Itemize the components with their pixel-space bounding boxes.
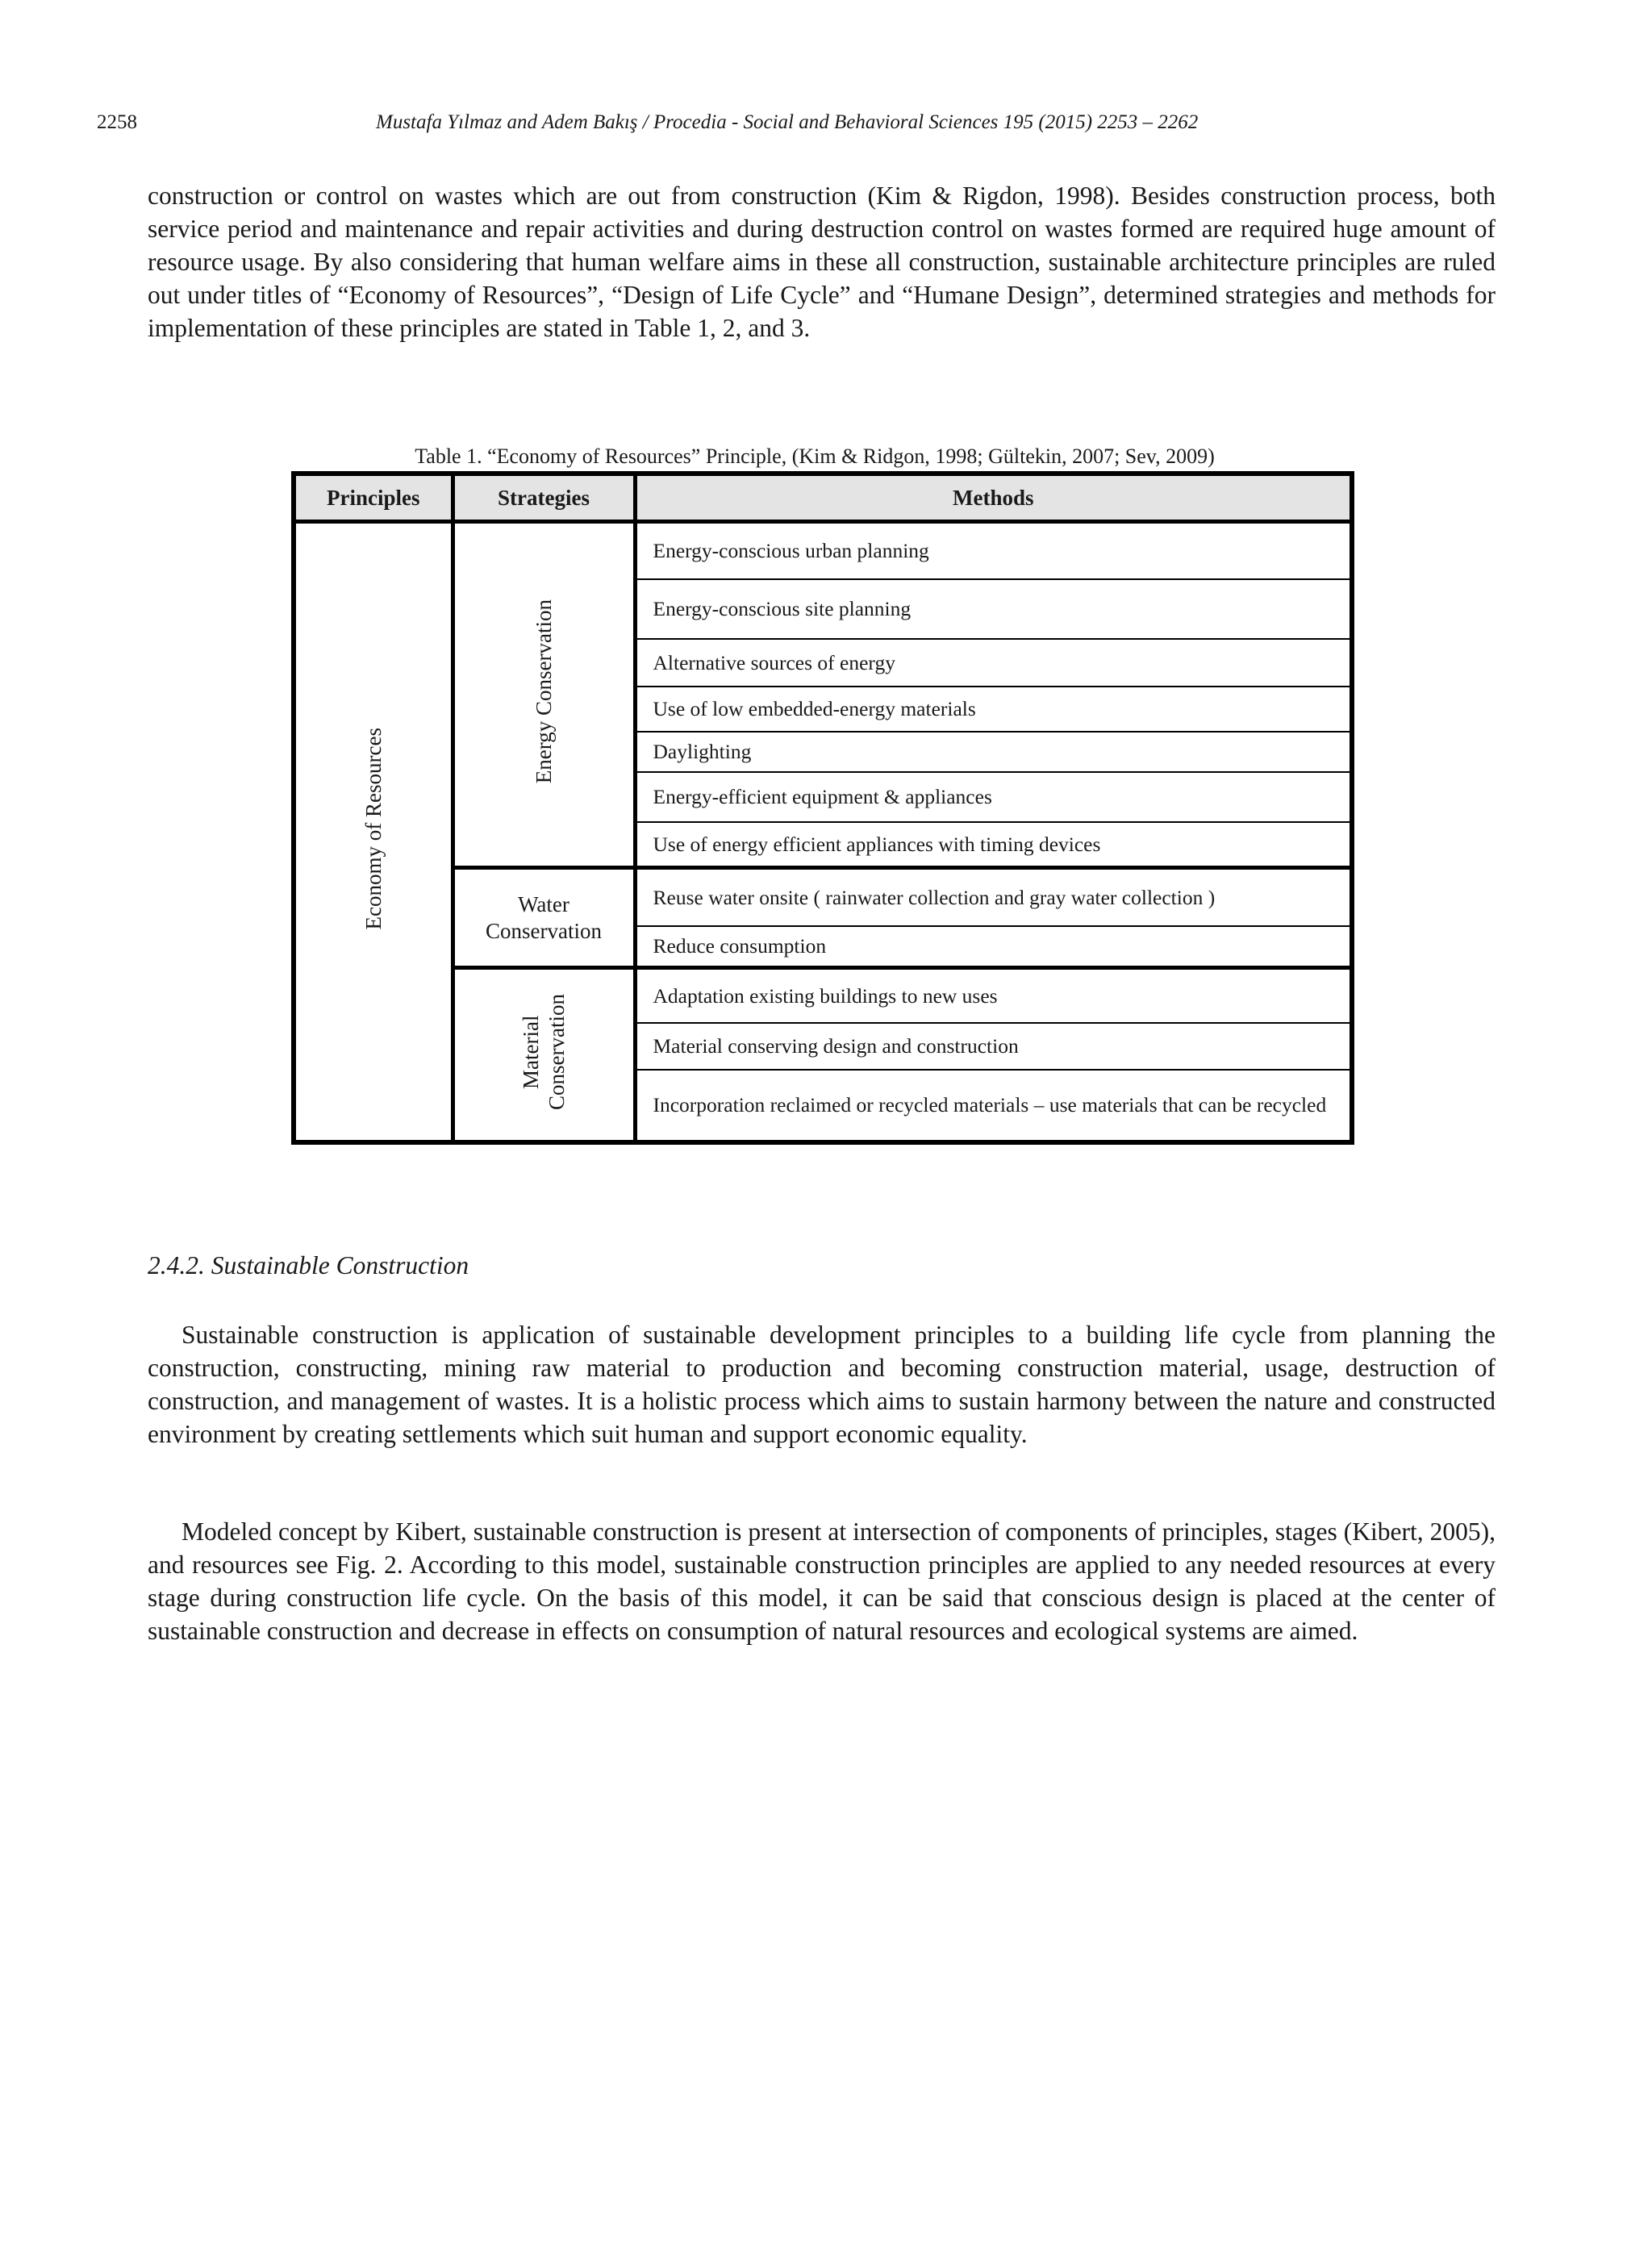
method-cell: Energy-efficient equipment & appliances — [635, 772, 1352, 822]
principle-cell — [294, 522, 453, 1142]
method-cell: Daylighting — [635, 732, 1352, 772]
table-row — [294, 522, 1352, 579]
header-strategies: Strategies — [453, 474, 635, 522]
page-number: 2258 — [97, 111, 137, 133]
table-caption: Table 1. “Economy of Resources” Principle, (Kim & Ridgon, 1998; Gültekin, 2007; Sev, 2009) — [415, 445, 1215, 468]
strategy-cell-material — [453, 968, 635, 1142]
strategy-label-energy: Energy Conservation — [532, 599, 556, 784]
intro-paragraph: construction or control on wastes which are out from construction (Kim & Rigdon, 1998). Besides construction process, both service period and maintenance and repair activities and during destruction control on wastes formed are required huge amount of resource usage. By also considering that human welfare aims in these all construction, sustainable architecture principles are ruled out under titles of “Economy of Resources”, “Design of Life Cycle” and “Humane Design”, determined strategies and methods for implementation of these principles are stated in Table 1, 2, and 3. — [148, 182, 1496, 342]
method-cell: Energy-conscious urban planning — [635, 522, 1352, 579]
method-cell: Adaptation existing buildings to new uses — [635, 968, 1352, 1023]
method-cell: Incorporation reclaimed or recycled materials – use materials that can be recycled — [635, 1070, 1352, 1142]
section-paragraph: Sustainable construction is application of sustainable development principles to a building life cycle from planning the construction, constructing, mining raw material to production and becoming construction material, usage, destruction of construction, and management of wastes. It is a holistic process which aims to sustain harmony between the nature and constructed environment by creating settlements which suit human and support economic equality. — [148, 1321, 1496, 1448]
table-header-row — [294, 474, 1352, 522]
header-methods: Methods — [635, 474, 1352, 522]
method-cell: Reuse water onsite ( rainwater collection and gray water collection ) — [635, 868, 1352, 926]
method-cell: Use of energy efficient appliances with timing devices — [635, 822, 1352, 868]
method-cell: Use of low embedded-energy materials — [635, 687, 1352, 732]
header-principles: Principles — [294, 474, 453, 522]
section-paragraph: Modeled concept by Kibert, sustainable construction is present at intersection of components of principles, stages (Kibert, 2005), and resources see Fig. 2. According to this model, sustainable construction principles are applied to any needed resources at every stage during construction life cycle. On the basis of this model, it can be said that conscious design is placed at the center of sustainable construction and decrease in effects on consumption of natural resources and ecological systems are aimed. — [148, 1517, 1496, 1645]
running-head: Mustafa Yılmaz and Adem Bakış / Procedia - Social and Behavioral Sciences 195 (2015) 2253 – 2262 — [376, 111, 1199, 133]
strategy-cell-water — [453, 868, 635, 968]
strategy-label-water: Water Conservation — [486, 891, 602, 943]
table-row — [294, 868, 1352, 926]
method-cell: Reduce consumption — [635, 926, 1352, 968]
table-row — [294, 968, 1352, 1023]
economy-of-resources-table — [291, 471, 1354, 1145]
method-cell: Material conserving design and construction — [635, 1023, 1352, 1070]
method-cell: Energy-conscious site planning — [635, 579, 1352, 639]
page-header — [97, 111, 1468, 144]
principle-label: Economy of Resources — [361, 728, 386, 930]
strategy-cell-energy — [453, 522, 635, 868]
method-cell: Alternative sources of energy — [635, 639, 1352, 687]
section-heading: 2.4.2. Sustainable Construction — [148, 1251, 469, 1279]
strategy-label-material: Material Conservation — [519, 993, 569, 1110]
